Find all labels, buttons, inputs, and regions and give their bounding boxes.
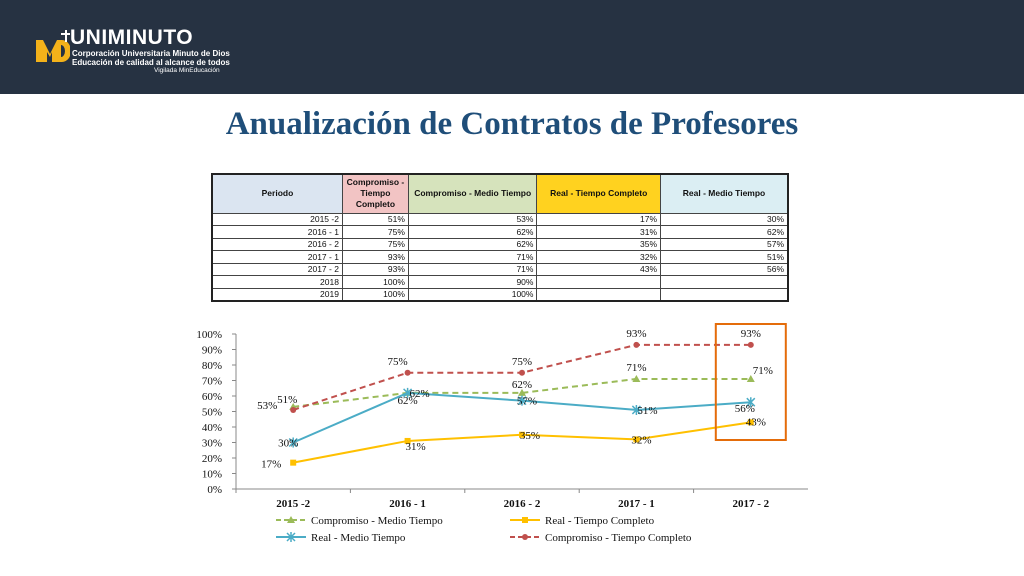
line-chart [180, 315, 816, 547]
cell-compromiso-mt: 90% [408, 276, 537, 289]
legend-label: Compromiso - Tiempo Completo [545, 532, 692, 544]
y-tick-label: 70% [201, 375, 222, 388]
data-label: 62% [511, 378, 533, 391]
cell-periodo: 2015 -2 [212, 213, 342, 226]
data-label: 51% [637, 404, 658, 417]
data-point [633, 342, 639, 348]
data-label: 93% [740, 327, 761, 340]
cell-real-mt: 56% [661, 263, 789, 276]
data-label: 53% [257, 399, 278, 412]
cell-periodo: 2016 - 1 [212, 226, 342, 239]
data-point [290, 460, 296, 466]
y-tick-label: 100% [196, 329, 222, 341]
data-label: 17% [261, 458, 282, 471]
x-tick-label: 2016 - 1 [389, 498, 426, 510]
y-tick-label: 80% [201, 360, 222, 372]
x-tick-label: 2017 - 1 [618, 498, 655, 510]
data-point [405, 370, 411, 376]
cell-real-tc: 31% [537, 226, 661, 239]
table-row [212, 288, 788, 301]
legend-label: Compromiso - Medio Tiempo [311, 515, 443, 527]
cell-real-tc: 32% [537, 251, 661, 264]
cell-real-mt: 30% [661, 213, 789, 226]
table-row [212, 226, 788, 239]
legend-label: Real - Tiempo Completo [545, 515, 655, 527]
x-tick-label: 2016 - 2 [503, 498, 541, 510]
data-point [519, 370, 525, 376]
data-label: 57% [516, 395, 538, 408]
cell-periodo: 2016 - 2 [212, 238, 342, 251]
header-compromiso-tiempo-completo: Compromiso - Tiempo Completo [342, 174, 408, 213]
cell-real-tc [537, 276, 661, 289]
cell-compromiso-tc: 93% [342, 263, 408, 276]
table-row [212, 263, 788, 276]
slide-title: Anualización de Contratos de Profesores [225, 106, 799, 142]
logo-name: UNIMINUTO [70, 26, 194, 49]
cell-compromiso-mt: 53% [408, 213, 537, 226]
cell-periodo: 2017 - 1 [212, 251, 342, 264]
data-label: 51% [277, 393, 298, 406]
table-row [212, 238, 788, 251]
cell-real-tc: 43% [537, 263, 661, 276]
table-row [212, 213, 788, 226]
cell-compromiso-tc: 100% [342, 276, 408, 289]
legend-marker [522, 534, 528, 540]
cell-compromiso-mt: 62% [408, 238, 537, 251]
cell-real-tc: 17% [537, 213, 661, 226]
data-point [748, 342, 754, 348]
cell-real-tc [537, 288, 661, 301]
header-real-medio-tiempo: Real - Medio Tiempo [661, 174, 789, 213]
y-tick-label: 10% [201, 468, 222, 481]
cell-compromiso-tc: 75% [342, 226, 408, 239]
cell-compromiso-tc: 51% [342, 213, 408, 226]
cell-compromiso-mt: 100% [408, 288, 537, 301]
table-row [212, 276, 788, 289]
table-row [212, 251, 788, 264]
y-tick-label: 50% [201, 406, 222, 419]
data-label: 56% [734, 403, 755, 416]
y-tick-label: 40% [201, 422, 222, 434]
cell-real-mt [661, 288, 789, 301]
cell-real-mt: 62% [661, 226, 789, 239]
data-label: 75% [387, 355, 408, 368]
cell-compromiso-tc: 100% [342, 288, 408, 301]
y-tick-label: 20% [201, 453, 222, 465]
cell-periodo: 2019 [212, 288, 342, 301]
cell-compromiso-mt: 62% [408, 226, 537, 239]
contracts-table [211, 173, 789, 302]
cell-periodo: 2017 - 2 [212, 263, 342, 276]
cell-compromiso-tc: 75% [342, 238, 408, 251]
legend-label: Real - Medio Tiempo [311, 532, 406, 544]
data-label: 31% [405, 440, 426, 453]
cell-periodo: 2018 [212, 276, 342, 289]
logo-subtitle-3: Vigilada MinEducación [154, 67, 220, 74]
uniminuto-logo[interactable] [36, 28, 296, 76]
data-label: 93% [626, 327, 647, 340]
table-header-row [212, 174, 788, 213]
header-bar [0, 0, 1024, 94]
data-label: 32% [631, 434, 652, 447]
data-label: 35% [519, 429, 541, 442]
logo-subtitle-2: Educación de calidad al alcance de todos [72, 58, 230, 67]
data-label: 71% [626, 361, 647, 374]
header-compromiso-medio-tiempo: Compromiso - Medio Tiempo [408, 174, 537, 213]
cell-real-mt [661, 276, 789, 289]
md-logo-icon [36, 30, 70, 70]
data-label: 71% [752, 364, 773, 377]
data-label: 62% [409, 387, 430, 400]
data-label: 75% [511, 355, 533, 368]
cell-compromiso-mt: 71% [408, 251, 537, 264]
x-tick-label: 2015 -2 [276, 498, 311, 510]
y-tick-label: 30% [201, 437, 222, 450]
cell-compromiso-tc: 93% [342, 251, 408, 264]
header-periodo: Periodo [212, 174, 342, 213]
legend-marker [522, 517, 528, 523]
chart-svg [180, 315, 816, 547]
cell-real-tc: 35% [537, 238, 661, 251]
series-line-real-tiempo-completo [293, 422, 751, 462]
x-tick-label: 2017 - 2 [732, 498, 770, 510]
y-tick-label: 90% [201, 344, 222, 357]
header-real-tiempo-completo: Real - Tiempo Completo [537, 174, 661, 213]
cell-compromiso-mt: 71% [408, 263, 537, 276]
data-label: 30% [278, 437, 299, 450]
cell-real-mt: 51% [661, 251, 789, 264]
data-label: 43% [745, 416, 766, 429]
logo-subtitle-1: Corporación Universitaria Minuto de Dios [72, 49, 230, 58]
y-tick-label: 60% [201, 391, 222, 403]
y-tick-label: 0% [207, 484, 222, 496]
cell-real-mt: 57% [661, 238, 789, 251]
data-point [290, 407, 296, 413]
data-label: 62% [397, 394, 418, 407]
